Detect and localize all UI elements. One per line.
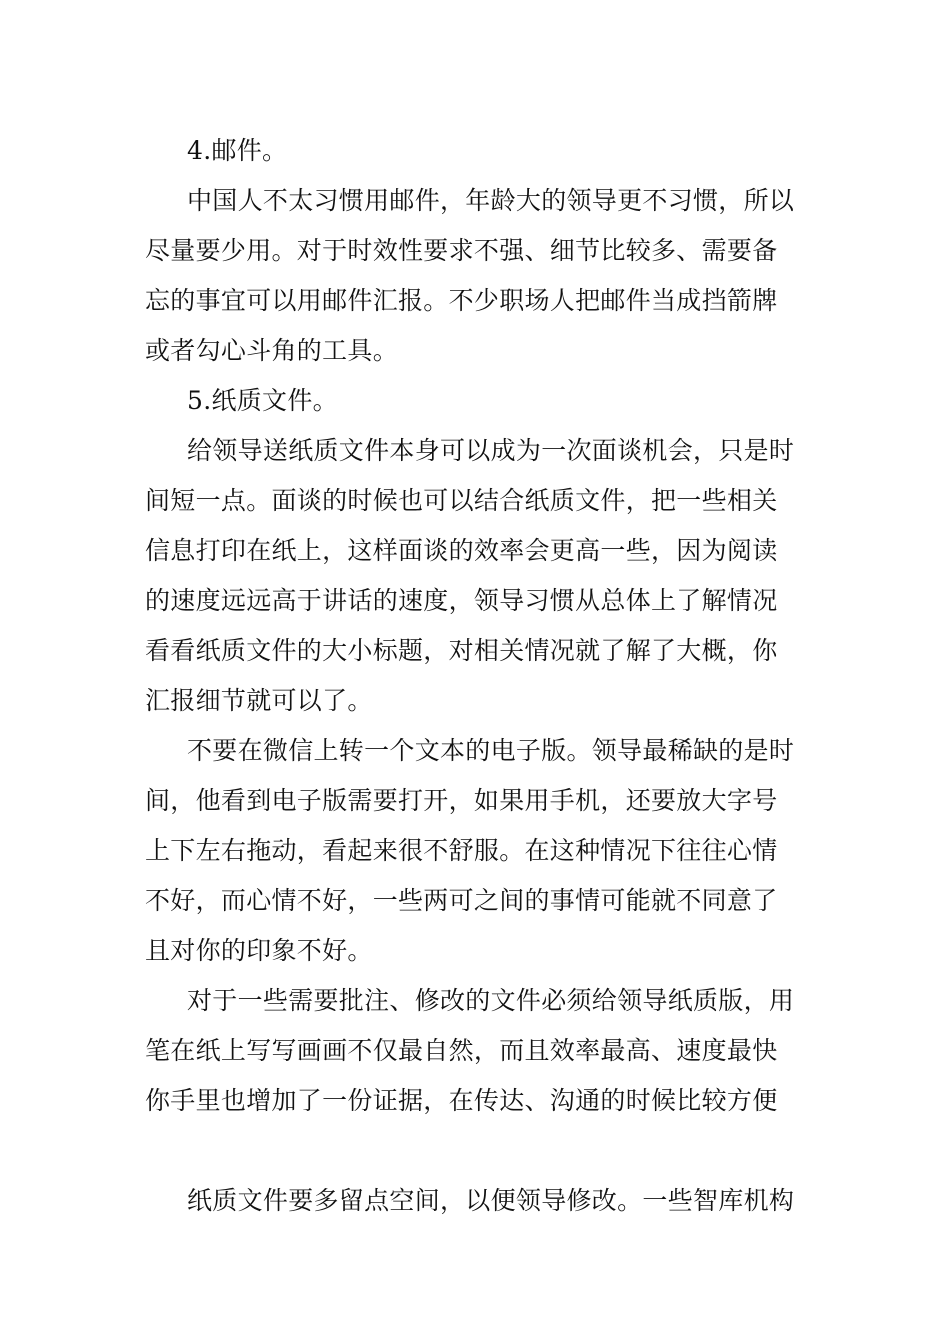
- text-line: 给领导送纸质文件本身可以成为一次面谈机会，只是时: [187, 436, 795, 465]
- text-line: 信息打印在纸上，这样面谈的效率会更高一些，因为阅读: [145, 536, 778, 565]
- text-line: 你手里也增加了一份证据，在传达、沟通的时候比较方便: [145, 1086, 778, 1115]
- text-line: 纸质文件要多留点空间，以便领导修改。一些智库机构: [187, 1186, 795, 1215]
- text-line: 笔在纸上写写画画不仅最自然，而且效率最高、速度最快: [145, 1036, 778, 1065]
- text-line: 的速度远远高于讲话的速度，领导习惯从总体上了解情况: [145, 586, 778, 615]
- paragraph: [145, 726, 810, 976]
- text-line: 汇报细节就可以了。: [145, 686, 373, 715]
- text-line: 忘的事宜可以用邮件汇报。不少职场人把邮件当成挡箭牌: [145, 286, 778, 315]
- text-line: 尽量要少用。对于时效性要求不强、细节比较多、需要备: [145, 236, 778, 265]
- text-line: 对于一些需要批注、修改的文件必须给领导纸质版，用: [187, 986, 795, 1015]
- text-line: 看看纸质文件的大小标题，对相关情况就了解了大概，你: [145, 636, 778, 665]
- text-line: 不要在微信上转一个文本的电子版。领导最稀缺的是时: [187, 736, 795, 765]
- text-line: 不好，而心情不好，一些两可之间的事情可能就不同意了: [145, 886, 778, 915]
- text-line: 上下左右拖动，看起来很不舒服。在这种情况下往往心情: [145, 836, 778, 865]
- paragraph: [145, 976, 810, 1126]
- text-line: 或者勾心斗角的工具。: [145, 336, 399, 365]
- section-heading-email: [145, 126, 810, 176]
- document-body: [145, 126, 810, 1226]
- blank-line: [145, 1126, 810, 1176]
- heading-line: 5.纸质文件。: [187, 386, 338, 415]
- paragraph: [145, 426, 810, 726]
- heading-line: 4.邮件。: [187, 136, 288, 165]
- paragraph: [145, 176, 810, 376]
- text-line: 且对你的印象不好。: [145, 936, 373, 965]
- text-line: 间短一点。面谈的时候也可以结合纸质文件，把一些相关: [145, 486, 778, 515]
- section-heading-paper-documents: [145, 376, 810, 426]
- text-line: 中国人不太习惯用邮件，年龄大的领导更不习惯，所以: [187, 186, 795, 215]
- paragraph: [145, 1176, 810, 1226]
- text-line: 间，他看到电子版需要打开，如果用手机，还要放大字号: [145, 786, 778, 815]
